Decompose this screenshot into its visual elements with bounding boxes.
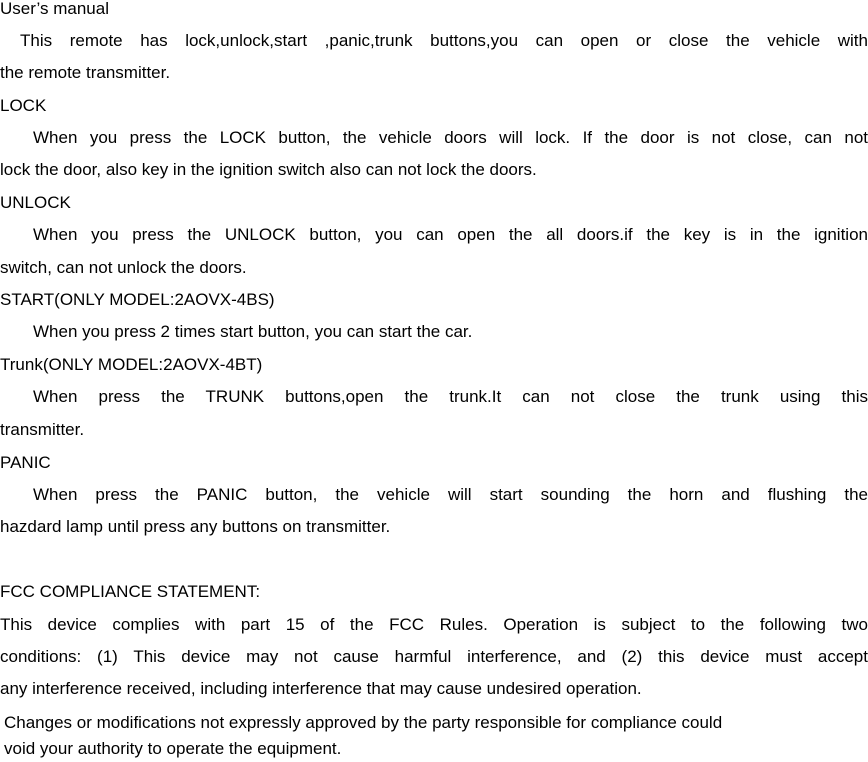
intro-line-1: This remote has lock,unlock,start ,panic,trunk buttons,you can open or close the vehicle with (20, 31, 868, 50)
start-line-1: When you press 2 times start button, you can start the car. (33, 322, 473, 341)
fcc-note-line-2: void your authority to operate the equipment. (4, 739, 342, 758)
fcc-line-2: conditions: (1) This device may not cause harmful interference, and (2) this device must accept (0, 647, 868, 666)
fcc-note-line-1: Changes or modifications not expressly approved by the party responsible for compliance could (4, 713, 723, 732)
fcc-heading: FCC COMPLIANCE STATEMENT: (0, 582, 261, 601)
lock-line-1: When you press the LOCK button, the vehicle doors will lock. If the door is not close, can not (33, 128, 868, 147)
section-heading-start: START(ONLY MODEL:2AOVX-4BS) (0, 290, 275, 309)
fcc-line-1: This device complies with part 15 of the FCC Rules. Operation is subject to the following two (0, 615, 868, 634)
unlock-line-2: switch, can not unlock the doors. (0, 258, 247, 277)
section-heading-trunk: Trunk(ONLY MODEL:2AOVX-4BT) (0, 355, 263, 374)
section-heading-panic: PANIC (0, 453, 51, 472)
fcc-line-3: any interference received, including interference that may cause undesired operation. (0, 679, 642, 698)
section-heading-lock: LOCK (0, 96, 47, 115)
intro-line-2: the remote transmitter. (0, 63, 171, 82)
panic-line-2: hazdard lamp until press any buttons on transmitter. (0, 517, 391, 536)
lock-line-2: lock the door, also key in the ignition switch also can not lock the doors. (0, 160, 537, 179)
manual-title: User’s manual (0, 0, 109, 18)
trunk-line-1: When press the TRUNK buttons,open the trunk.It can not close the trunk using this (33, 387, 868, 406)
unlock-line-1: When you press the UNLOCK button, you can open the all doors.if the key is in the ignition (33, 225, 868, 244)
section-heading-unlock: UNLOCK (0, 193, 71, 212)
panic-line-1: When press the PANIC button, the vehicle will start sounding the horn and flushing the (33, 485, 868, 504)
trunk-line-2: transmitter. (0, 420, 85, 439)
